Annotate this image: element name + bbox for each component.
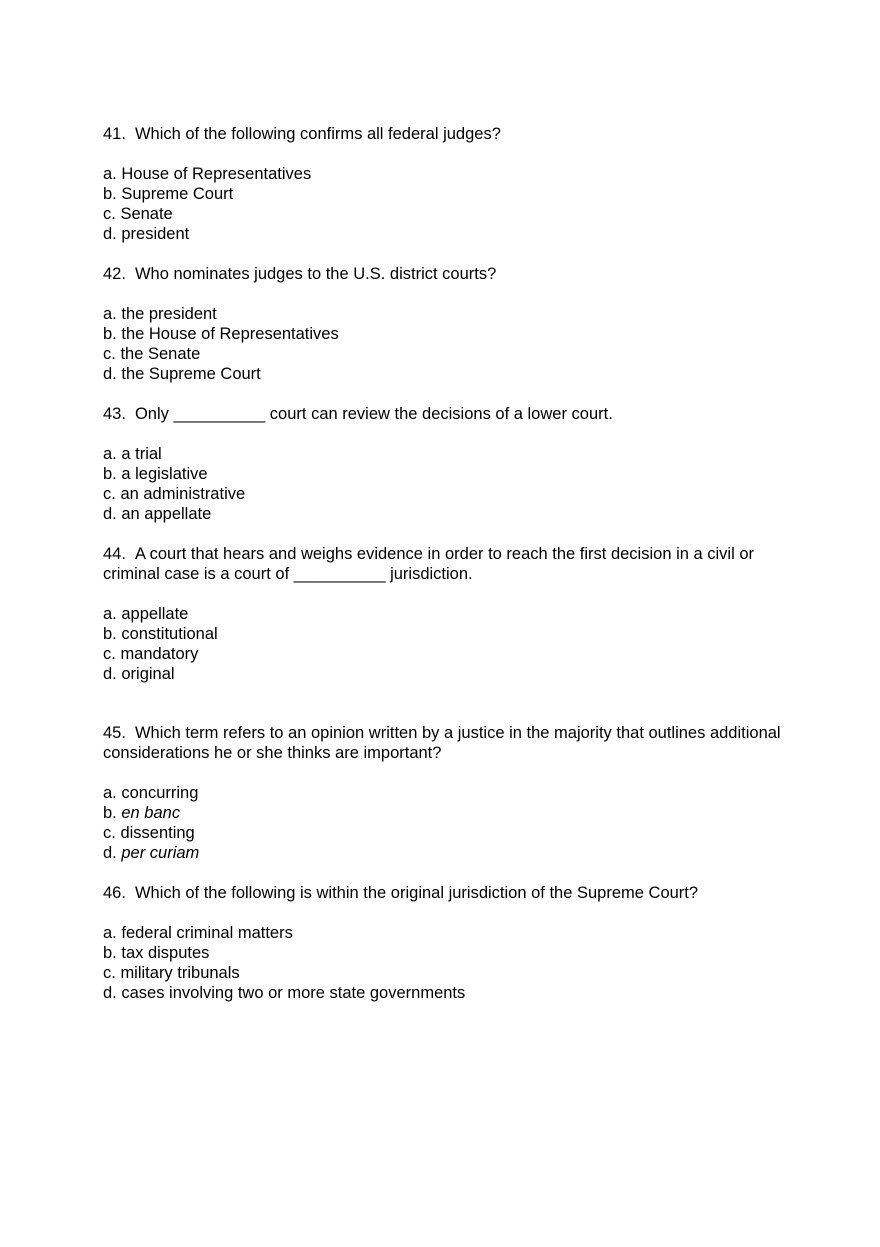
answer-option-d: [103, 364, 783, 384]
option-letter: c.: [103, 345, 116, 363]
option-letter: b.: [103, 625, 117, 643]
option-text: House of Representatives: [121, 165, 312, 183]
option-text: constitutional: [121, 625, 218, 643]
option-text: an appellate: [121, 505, 212, 523]
answer-option-d: [103, 504, 783, 524]
option-text: the Supreme Court: [121, 365, 261, 383]
question-text: Who nominates judges to the U.S. district courts?: [134, 265, 497, 283]
option-letter: a.: [103, 165, 117, 183]
question-text: Which of the following is within the original jurisdiction of the Supreme Court?: [134, 884, 699, 902]
option-text: Senate: [120, 205, 173, 223]
answer-option-b: [103, 624, 783, 644]
option-text: original: [121, 665, 175, 683]
spacer: [103, 684, 783, 723]
answer-option-c: [103, 204, 783, 224]
option-letter: b.: [103, 944, 117, 962]
option-text: en banc: [121, 804, 181, 822]
option-text: the Senate: [120, 345, 201, 363]
question-45: [103, 723, 783, 863]
answer-option-a: [103, 304, 783, 324]
option-letter: b.: [103, 325, 117, 343]
question-stem: [103, 723, 783, 763]
spacer: [103, 384, 783, 404]
answer-option-a: [103, 164, 783, 184]
question-number: 41.: [103, 125, 126, 143]
question-number: 45.: [103, 724, 126, 742]
question-stem: [103, 404, 783, 424]
question-text: Only __________ court can review the decisions of a lower court.: [134, 405, 613, 423]
spacer: [103, 244, 783, 264]
option-letter: d.: [103, 984, 117, 1002]
option-letter: d.: [103, 844, 117, 862]
spacer: [103, 863, 783, 883]
option-text: tax disputes: [121, 944, 210, 962]
option-text: a legislative: [121, 465, 208, 483]
question-number: 46.: [103, 884, 126, 902]
option-letter: a.: [103, 305, 117, 323]
option-text: per curiam: [121, 844, 200, 862]
answer-option-c: [103, 484, 783, 504]
option-letter: b.: [103, 804, 117, 822]
option-letter: a.: [103, 445, 117, 463]
answer-option-a: [103, 444, 783, 464]
option-text: mandatory: [120, 645, 199, 663]
question-text: A court that hears and weighs evidence in order to reach the first decision in a civil or criminal case is a court of __________ jurisdiction.: [103, 545, 755, 583]
question-number: 43.: [103, 405, 126, 423]
option-letter: b.: [103, 465, 117, 483]
answer-option-c: [103, 644, 783, 664]
answer-options: [103, 164, 783, 244]
question-44: [103, 544, 783, 684]
option-letter: c.: [103, 964, 116, 982]
question-number: 44.: [103, 545, 126, 563]
answer-options: [103, 923, 783, 1003]
answer-option-c: [103, 344, 783, 364]
answer-option-d: [103, 664, 783, 684]
answer-options: [103, 444, 783, 524]
option-letter: d.: [103, 225, 117, 243]
answer-options: [103, 304, 783, 384]
answer-option-c: [103, 963, 783, 983]
question-text: Which of the following confirms all federal judges?: [134, 125, 501, 143]
option-letter: a.: [103, 605, 117, 623]
option-text: appellate: [121, 605, 189, 623]
option-text: cases involving two or more state governments: [121, 984, 466, 1002]
option-text: Supreme Court: [121, 185, 234, 203]
question-stem: [103, 124, 783, 144]
question-41: [103, 124, 783, 244]
answer-option-b: [103, 943, 783, 963]
quiz-page: [103, 124, 783, 1003]
option-text: dissenting: [120, 824, 195, 842]
question-text: Which term refers to an opinion written by a justice in the majority that outlines additional considerations he or she thinks are important?: [103, 724, 781, 762]
option-letter: c.: [103, 824, 116, 842]
answer-option-b: [103, 803, 783, 823]
answer-option-d: [103, 843, 783, 863]
option-letter: c.: [103, 485, 116, 503]
option-text: an administrative: [120, 485, 246, 503]
option-text: military tribunals: [120, 964, 240, 982]
answer-option-c: [103, 823, 783, 843]
answer-options: [103, 604, 783, 684]
answer-option-b: [103, 184, 783, 204]
question-42: [103, 264, 783, 384]
option-letter: d.: [103, 505, 117, 523]
question-stem: [103, 544, 783, 584]
answer-option-a: [103, 923, 783, 943]
option-letter: b.: [103, 185, 117, 203]
answer-options: [103, 783, 783, 863]
option-text: president: [121, 225, 190, 243]
question-number: 42.: [103, 265, 126, 283]
answer-option-b: [103, 324, 783, 344]
option-letter: d.: [103, 665, 117, 683]
question-stem: [103, 264, 783, 284]
option-letter: c.: [103, 205, 116, 223]
option-letter: d.: [103, 365, 117, 383]
question-43: [103, 404, 783, 524]
option-letter: a.: [103, 784, 117, 802]
option-text: the president: [121, 305, 217, 323]
question-stem: [103, 883, 783, 903]
option-text: the House of Representatives: [121, 325, 339, 343]
option-text: concurring: [121, 784, 199, 802]
option-letter: c.: [103, 645, 116, 663]
answer-option-a: [103, 783, 783, 803]
option-text: a trial: [121, 445, 162, 463]
question-46: [103, 883, 783, 1003]
answer-option-a: [103, 604, 783, 624]
option-letter: a.: [103, 924, 117, 942]
spacer: [103, 524, 783, 544]
answer-option-d: [103, 983, 783, 1003]
answer-option-b: [103, 464, 783, 484]
option-text: federal criminal matters: [121, 924, 293, 942]
answer-option-d: [103, 224, 783, 244]
